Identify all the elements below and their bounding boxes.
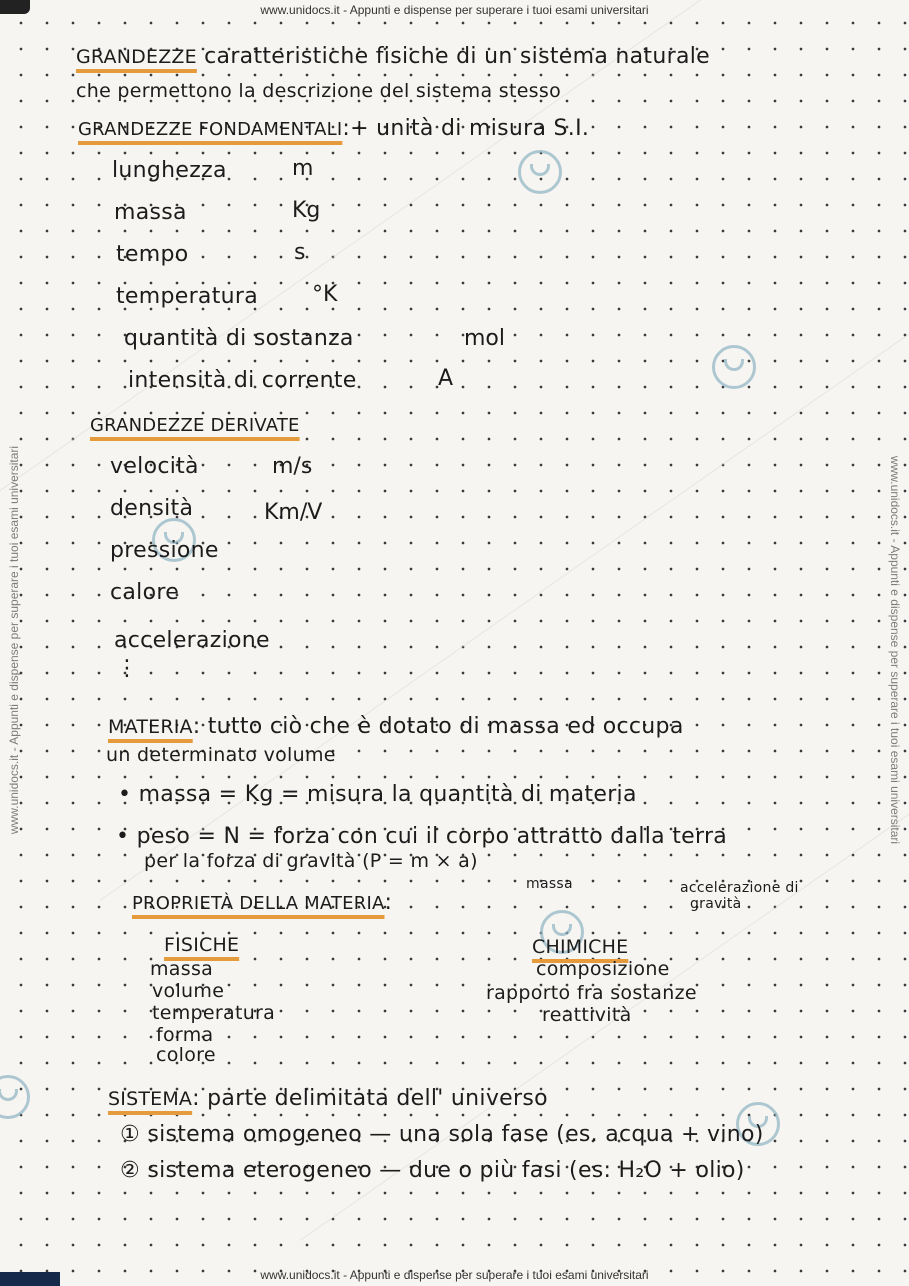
chimica-item: composizione	[536, 958, 670, 980]
derivata-name: densità	[110, 496, 194, 521]
fisica-item: forma	[156, 1024, 214, 1046]
intro-line-2: che permettono la descrizione del sistema stesso	[76, 80, 562, 102]
derivate-heading-line	[90, 412, 300, 437]
fondamentali-heading: GRANDEZZE FONDAMENTALI	[78, 119, 343, 140]
fisica-item: massa	[150, 958, 214, 980]
materia-massa: • massa = Kg = misura la quantità di materia	[118, 782, 637, 807]
fondamentale-unit: °K	[312, 282, 338, 307]
derivate-ellipsis: ⋮	[116, 656, 139, 681]
derivata-name: calore	[110, 580, 180, 605]
proprieta-heading-line	[132, 890, 392, 915]
label-gravita: gravità	[690, 896, 742, 912]
materia-text-1: : tutto ciò che è dotato di massa ed occupa	[192, 714, 684, 739]
watermark-top: www.unidocs.it - Appunti e dispense per superare i tuoi esami universitari	[260, 3, 649, 17]
chimica-item: reattività	[542, 1004, 632, 1026]
watermark-left: www.unidocs.it - Appunti e dispense per superare i tuoi esami universitari	[7, 445, 21, 835]
derivata-name: accelerazione	[114, 628, 270, 653]
derivata-name: pressione	[110, 538, 219, 563]
fondamentale-name: temperatura	[116, 284, 259, 309]
unidocs-logo-icon	[0, 1075, 30, 1119]
intro-text-1: caratteristiche fisiche di un sistema naturale	[204, 44, 710, 69]
chimiche-heading: CHIMICHE	[532, 936, 629, 958]
fondamentale-unit: s	[294, 240, 306, 265]
fondamentale-unit: mol	[464, 326, 506, 351]
materia-line-2: un determinato volume	[106, 744, 336, 766]
fisiche-heading: FISICHE	[164, 934, 240, 956]
proprieta-heading: PROPRIETÀ DELLA MATERIA	[132, 893, 385, 914]
sistema-heading: SISTEMA	[108, 1088, 193, 1110]
unidocs-logo-icon	[518, 150, 562, 194]
sistema-line	[108, 1086, 548, 1111]
fondamentali-suffix: :+ unità di misura S.I.	[342, 116, 590, 141]
derivata-unit: m/s	[272, 454, 313, 479]
sistema-item-2: ② sistema eterogeneo — due o più fasi (es: H₂O + olio)	[120, 1158, 745, 1183]
unidocs-logo-icon	[712, 345, 756, 389]
fisiche-heading-line	[164, 932, 239, 957]
materia-line-1	[108, 714, 684, 739]
intro-heading: GRANDEZZE	[76, 46, 197, 68]
intro-line-1	[76, 44, 710, 69]
fondamentale-name: massa	[114, 200, 187, 225]
watermark-bottom: www.unidocs.it - Appunti e dispense per superare i tuoi esami universitari	[260, 1268, 649, 1282]
derivata-name: velocità	[110, 454, 199, 479]
proprieta-colon: :	[384, 890, 393, 915]
label-massa: massa	[526, 876, 573, 892]
fondamentale-name: tempo	[116, 242, 189, 267]
fondamentale-name: intensità di corrente	[128, 368, 357, 393]
materia-peso-2: per la forza di gravità (P = m × a)	[144, 850, 478, 872]
fondamentale-unit: A	[438, 366, 454, 391]
chimica-item: rapporto fra sostanze	[486, 982, 697, 1004]
fondamentale-name: lunghezza	[112, 158, 227, 183]
fisica-item: colore	[156, 1044, 216, 1066]
derivata-unit: Km/V	[264, 500, 323, 525]
fondamentale-unit: m	[292, 156, 314, 181]
derivate-heading: GRANDEZZE DERIVATE	[90, 415, 300, 436]
materia-peso-1: • peso = N = forza con cui il corpo attratto dalla terra	[116, 824, 728, 849]
fisica-item: volume	[152, 980, 225, 1002]
materia-heading: MATERIA	[108, 716, 193, 738]
watermark-right: www.unidocs.it - Appunti e dispense per superare i tuoi esami universitari	[888, 455, 902, 845]
label-accelerazione: accelerazione di	[680, 880, 799, 896]
sistema-item-1: ① sistema omogeneo — una sola fase (es. acqua + vino)	[120, 1122, 764, 1147]
fondamentale-unit: Kg	[292, 198, 321, 223]
chimiche-heading-line	[532, 934, 628, 959]
fisica-item: temperatura	[152, 1002, 276, 1024]
sistema-text: : parte delimitata dell' universo	[192, 1086, 548, 1111]
fondamentale-name: quantità di sostanza	[124, 326, 354, 351]
fondamentali-heading-line	[78, 116, 589, 141]
